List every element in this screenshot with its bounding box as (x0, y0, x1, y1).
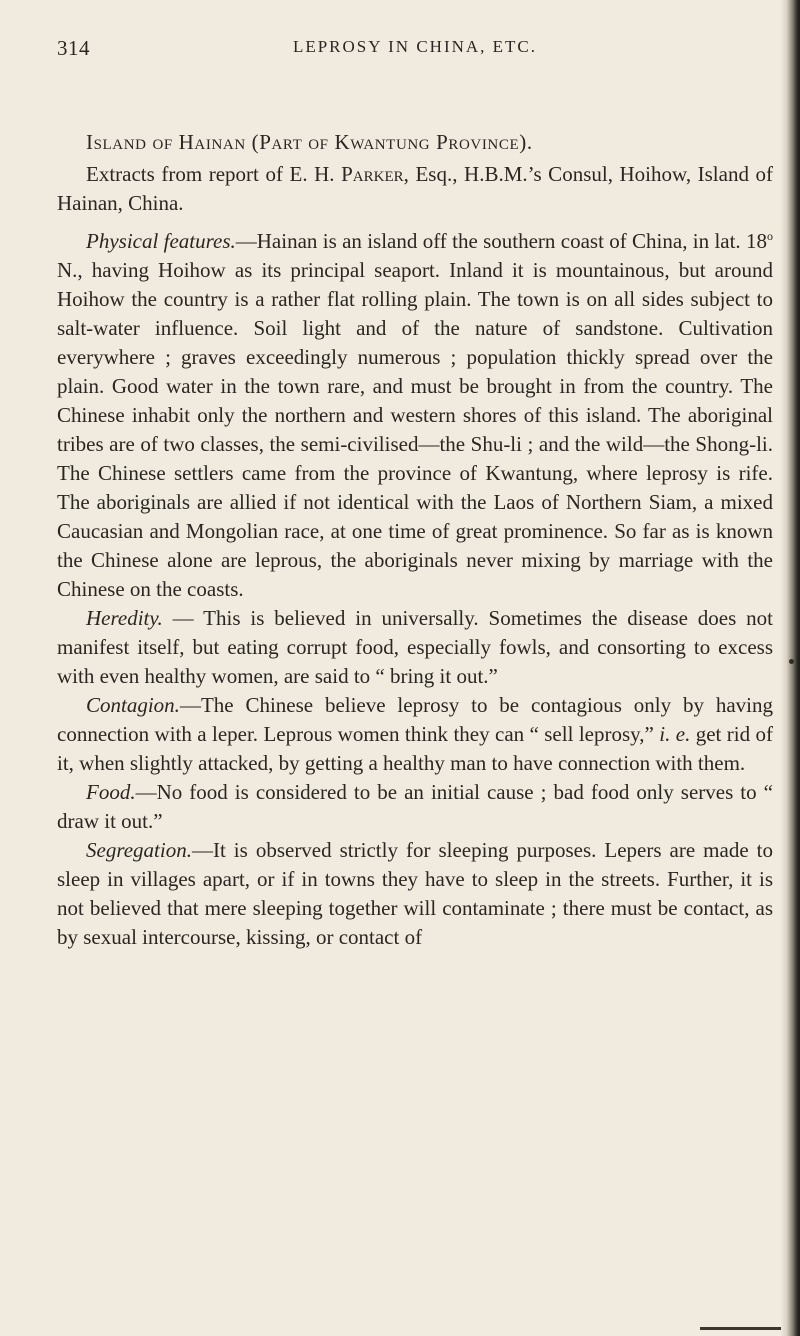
page-number: 314 (57, 36, 90, 60)
contagion-text-a: —The Chinese believe leprosy to be contagious only by having connection with a leper. Leprous women think they can “ sell leprosy,” (57, 693, 773, 746)
source-note-post: , Esq., H.B.M.’s Consul, Hoihow, Island of Hainan, China. (57, 162, 773, 215)
source-author: Parker (341, 162, 404, 186)
segregation-text: —It is observed strictly for sleeping purposes. Lepers are made to sleep in villages apart, or if in towns they have to sleep in the streets. Further, it is not believed that mere sleeping together will contaminate ; there must be contact, as by sexual intercourse, kissing, or contact of (57, 838, 773, 949)
food-text: —No food is considered to be an initial cause ; bad food only serves to “ draw it out.” (57, 780, 773, 833)
paragraph-physical-features (57, 227, 773, 604)
run-in-heredity: Heredity. (86, 606, 163, 630)
physical-text-b: N., having Hoihow as its principal seaport. Inland it is mountainous, but around Hoihow the country is a rather flat rolling plain. The town is on all sides subject to salt-water influence. Soil light and of the nature of sandstone. Cultivation everywhere ; graves exceedingly numerous ; population thickly spread over the plain. Good water in the town rare, and must be brought in from the country. The Chinese inhabit only the northern and western shores of this island. The aboriginal tribes are of two classes, the semi-civilised—the Shu-li ; and the wild—the Shong-li. The Chinese settlers came from the province of Kwantung, where leprosy is rife. The aboriginals are allied if not identical with the Laos of Northern Siam, a mixed Caucasian and Mongolian race, at one time of great prominence. So far as is known the Chinese alone are leprous, the aboriginals never mixing by marriage with the Chinese on the coasts. (57, 258, 773, 601)
source-note-pre: Extracts from report of E. H. (86, 162, 342, 186)
run-in-segregation: Segregation. (86, 838, 192, 862)
source-note (57, 160, 773, 218)
page-body (57, 128, 773, 952)
ie-abbreviation: i. e. (659, 722, 691, 746)
page-header (57, 36, 773, 66)
paragraph-contagion (57, 691, 773, 778)
heredity-text: — This is believed in universally. Sometimes the disease does not manifest itself, but eating corrupt food, especially fowls, and consorting to excess with even healthy women, are said to “ bring it out.” (57, 606, 773, 688)
run-in-food: Food. (86, 780, 136, 804)
bottom-rule (700, 1327, 781, 1330)
paragraph-food (57, 778, 773, 836)
binding-edge (781, 0, 800, 1336)
paragraph-segregation (57, 836, 773, 952)
contagion-text-b: get rid of it, when slightly attacked, by getting a healthy man to have connection with them. (57, 722, 774, 775)
degree-sign: o (767, 229, 774, 243)
run-in-contagion: Contagion. (86, 693, 180, 717)
section-heading: Island of Hainan (Part of Kwantung Province). (86, 130, 533, 154)
running-head: LEPROSY IN CHINA, ETC. (292, 37, 538, 56)
paragraph-heredity (57, 604, 773, 691)
physical-text-a: —Hainan is an island off the southern coast of China, in lat. 18 (235, 229, 768, 253)
run-in-physical-features: Physical features. (86, 229, 236, 253)
margin-dot (789, 659, 794, 664)
